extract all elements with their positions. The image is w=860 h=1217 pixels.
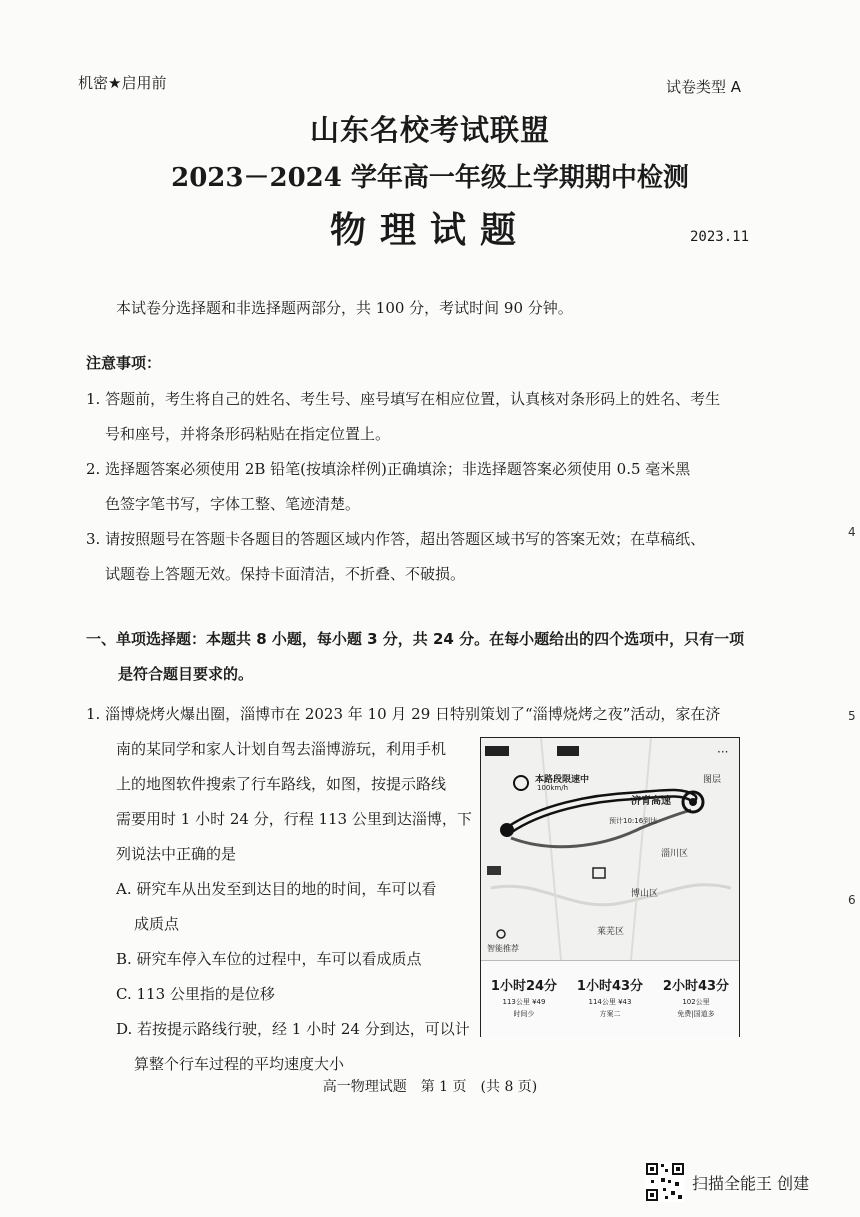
eta-label: 预计10:16到达 [609,817,658,825]
notice-heading: 注意事项： [86,354,162,372]
page-footer: 高一物理试题 第 1 页 (共 8 页) [322,1079,538,1095]
notice-line: 3. 请按照题号在答题卡各题目的答题区域内作答，超出答题区域书写的答案无效；在草稿纸、 [86,530,706,548]
route-option: 1小时24分 113公里 ¥49 时间少 [490,979,558,1018]
notice-line: 试题卷上答题无效。保持卡面清洁，不折叠、不破损。 [105,565,466,583]
question-stem-line: 需要用时 1 小时 24 分，行程 113 公里到达淄博，下 [116,810,472,828]
watermark-text: 扫描全能王 创建 [692,1174,810,1193]
route-option: 1小时43分 114公里 ¥43 方案二 [576,979,644,1018]
paper-type: 试卷类型 A [666,78,742,96]
option-d: D. 若按提示路线行驶，经 1 小时 24 分到达，可以计 [116,1020,470,1038]
edge-number: 4 [848,525,856,539]
layer-label: 图层 [703,775,722,785]
confidential-mark: 机密★启用前 [78,74,167,92]
qr-code-icon [645,1162,685,1202]
notice-line: 2. 选择题答案必须使用 2B 铅笔(按填涂样例)正确填涂；非选择题答案必须使用 0.5 毫米黑 [86,460,691,478]
route-options [481,960,739,1037]
exam-union-title: 山东名校考试联盟 [309,113,550,147]
start-marker [500,823,514,837]
district-zichuan: 淄川区 [661,849,689,859]
edge-number: 6 [848,893,856,907]
district-laiwu: 莱芜区 [597,927,625,937]
option-a: A. 研究车从出发至到达目的地的时间，车可以看 [116,880,437,898]
highway-label: 济青高速 [631,796,671,807]
edge-number: 5 [848,709,856,723]
map-logo [485,746,509,756]
subject-title: 物理试题 [329,209,530,251]
smart-recommend: 智能推荐 [487,944,519,953]
notice-line: 1. 答题前，考生将自己的姓名、考生号、座号填写在相应位置，认真核对条形码上的姓名、考生 [86,390,721,408]
route-map-figure [480,737,740,1037]
speed-value: 100km/h [537,784,569,792]
option-c: C. 113 公里指的是位移 [116,985,275,1003]
question-stem-line: 列说法中正确的是 [116,845,237,863]
svg-text:···: ··· [717,745,729,759]
section-heading: 一、单项选择题：本题共 8 小题，每小题 3 分，共 24 分。在每小题给出的四个选项中，只有一项 [86,630,745,648]
route-option: 2小时43分 102公里 免费|国道多 [662,979,730,1018]
section-heading-cont: 是符合题目要求的。 [118,665,254,683]
option-a-cont: 成质点 [134,915,180,933]
intro-text: 本试卷分选择题和非选择题两部分，共 100 分，考试时间 90 分钟。 [116,299,573,317]
notice-line: 色签字笔书写，字体工整、笔迹清楚。 [105,495,361,513]
option-d-cont: 算整个行车过程的平均速度大小 [134,1055,345,1073]
exam-date: 2023.11 [690,229,750,245]
notice-line: 号和座号，并将条形码粘贴在指定位置上。 [105,425,391,443]
question-stem-line: 南的某同学和家人计划自驾去淄博游玩，利用手机 [116,740,447,758]
district-boshan: 博山区 [631,889,659,899]
question-stem-line: 上的地图软件搜索了行车路线，如图，按提示路线 [116,775,447,793]
exam-term-title: 2023－2024 学年高一年级上学期期中检测 [171,163,689,193]
question-stem-line: 1. 淄博烧烤火爆出圈，淄博市在 2023 年 10 月 29 日特别策划了“淄博烧烤之夜”活动，家在济 [86,705,721,723]
speed-label: 本路段限速中 [535,775,590,785]
option-b: B. 研究车停入车位的过程中，车可以看成质点 [116,950,422,968]
